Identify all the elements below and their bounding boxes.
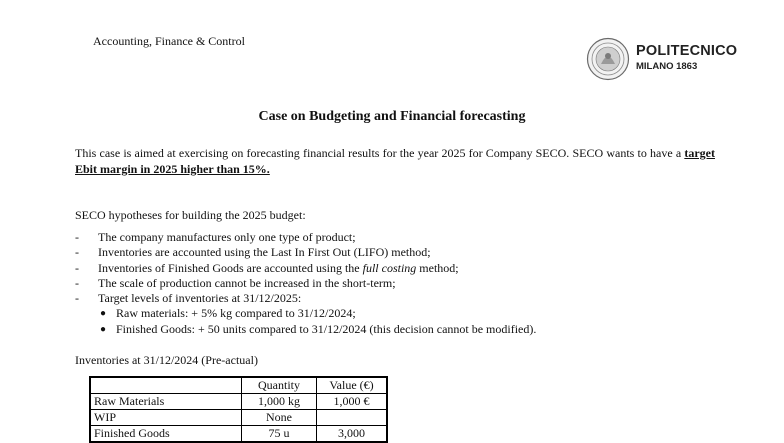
list-dash: - bbox=[75, 291, 79, 306]
list-item bbox=[75, 245, 536, 260]
course-header: Accounting, Finance & Control bbox=[93, 34, 245, 48]
sub-list-item-text: Raw materials: + 5% kg compared to 31/12/2024; bbox=[116, 306, 356, 321]
table-row bbox=[90, 394, 387, 410]
sub-list-item-text: Finished Goods: + 50 units compared to 31/12/2024 (this decision cannot be modified). bbox=[116, 321, 537, 336]
table-cell: WIP bbox=[90, 410, 242, 426]
sub-list-item bbox=[75, 306, 536, 321]
list-dash: - bbox=[75, 275, 79, 290]
list-dash: - bbox=[75, 230, 79, 244]
list-item-text: The scale of production cannot be increased in the short-term; bbox=[98, 275, 396, 290]
inventories-table-wrapper bbox=[89, 376, 388, 443]
table-cell bbox=[317, 410, 388, 426]
table-row bbox=[90, 426, 387, 443]
table-header-cell: Value (€) bbox=[317, 377, 388, 394]
list-item-text: The company manufactures only one type of product; bbox=[98, 230, 356, 244]
table-cell: Raw Materials bbox=[90, 394, 242, 410]
bullet-icon: ● bbox=[100, 323, 107, 335]
intro-paragraph bbox=[75, 146, 715, 177]
table-cell: 75 u bbox=[242, 426, 317, 443]
intro-highlight: target Ebit margin in 2025 higher than 15%. bbox=[75, 146, 715, 176]
table-header-cell: Quantity bbox=[242, 377, 317, 394]
list-item bbox=[75, 261, 536, 276]
table-header-row bbox=[90, 377, 387, 394]
list-item bbox=[75, 291, 536, 306]
table-cell: 1,000 € bbox=[317, 394, 388, 410]
university-seal-icon bbox=[586, 37, 630, 81]
intro-text: This case is aimed at exercising on forecasting financial results for the year 2025 for Company SECO. SECO wants to have a bbox=[75, 146, 685, 160]
list-dash: - bbox=[75, 260, 79, 275]
table-cell: Finished Goods bbox=[90, 426, 242, 443]
bullet-icon: ● bbox=[100, 308, 107, 320]
table-header-cell bbox=[90, 377, 242, 394]
logo-brand-text: POLITECNICO bbox=[636, 43, 738, 59]
table-row bbox=[90, 410, 387, 426]
politecnico-logo bbox=[586, 37, 736, 83]
list-item-text: Inventories of Finished Goods are accounted using the bbox=[98, 260, 363, 275]
hypotheses-heading: SECO hypotheses for building the 2025 budget: bbox=[75, 208, 306, 222]
logo-sub-text: MILANO 1863 bbox=[636, 61, 698, 72]
inventories-heading: Inventories at 31/12/2024 (Pre-actual) bbox=[75, 353, 258, 367]
table-cell: 3,000 bbox=[317, 426, 388, 443]
table-cell: None bbox=[242, 410, 317, 426]
inventories-table bbox=[89, 376, 388, 443]
list-item-text: Target levels of inventories at 31/12/2025: bbox=[98, 291, 302, 306]
table-cell: 1,000 kg bbox=[242, 394, 317, 410]
list-item bbox=[75, 276, 536, 291]
sub-list-item bbox=[75, 322, 536, 337]
document-title: Case on Budgeting and Financial forecasting bbox=[258, 109, 526, 124]
list-item-text: Inventories are accounted using the Last In First Out (LIFO) method; bbox=[98, 245, 431, 260]
hypotheses-list bbox=[75, 230, 536, 337]
list-item bbox=[75, 230, 536, 245]
list-item-emphasis: full costing bbox=[362, 260, 417, 275]
list-dash: - bbox=[75, 245, 79, 260]
list-item-text-end: method; bbox=[416, 260, 459, 275]
